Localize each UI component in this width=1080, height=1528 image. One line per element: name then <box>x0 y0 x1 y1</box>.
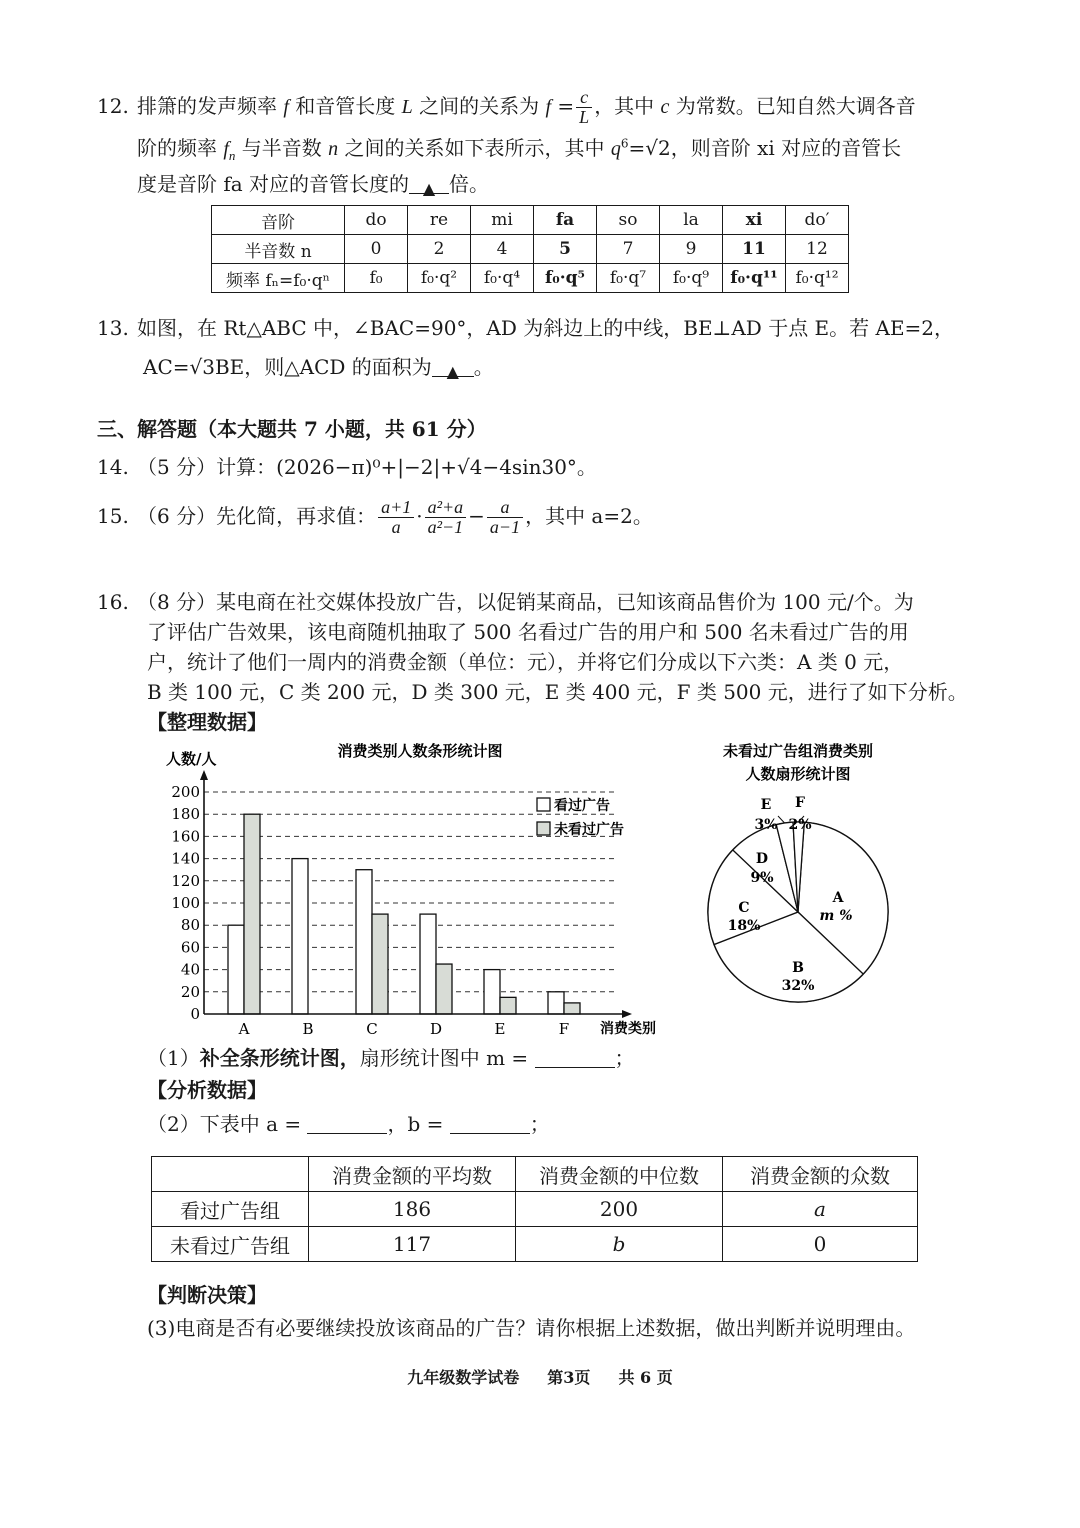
q16-sub2: （2）下表中 a = ，b = ； <box>147 1112 550 1136</box>
answer-blank-a[interactable] <box>307 1115 387 1134</box>
bar-seen-ad <box>228 925 244 1014</box>
q12-fraction: $\frac{c}{L}$ <box>576 88 592 127</box>
bar-not-seen-ad <box>372 914 388 1014</box>
table-row: 音阶 do re mi fa so la xi do′ <box>212 206 849 235</box>
y-tick-label: 200 <box>171 783 200 801</box>
q16-line2: 了评估广告效果，该电商随机抽取了 500 名看过广告的用户和 500 名未看过广告的用 <box>147 620 909 644</box>
table-row: 频率 fₙ=f₀·qⁿ f₀ f₀·q² f₀·q⁴ f₀·q⁵ f₀·q⁷ f₀·q⁹ f₀·q¹¹ f₀·q¹² <box>212 264 849 293</box>
q13-line1: 13. 如图，在 Rt△ABC 中，∠BAC=90°，AD 为斜边上的中线，BE⊥AD 于点 E。若 AE=2， <box>97 316 955 340</box>
bar-chart <box>160 740 680 1040</box>
bar-seen-ad <box>292 859 308 1014</box>
q15-fraction-2: $\frac{\text{a²+a}}{\text{a²−1}}$ <box>425 498 467 537</box>
bar-not-seen-ad <box>500 997 516 1014</box>
pie-category-label: F <box>795 795 805 811</box>
y-tick-label: 0 <box>190 1005 200 1023</box>
q12-line2: 阶的频率 $f_n$ 与半音数 n 之间的关系如下表所示，其中 $q^6=√2$，则音阶 xi 对应的音管长 <box>137 136 902 163</box>
legend-label: 未看过广告 <box>554 822 624 838</box>
pie-value-label: 3% <box>754 817 778 833</box>
q15-line: 15. （6 分）先化简，再求值： $\frac{a+1}{a}$ · $\frac{\text{a²+a}}{\text{a²−1}}$ − $\frac{a}{a-1}$ ，其中 a=2。 <box>97 497 653 537</box>
pie-chart-subtitle: 人数扇形统计图 <box>745 765 851 783</box>
bar-seen-ad <box>356 870 372 1014</box>
scale-frequency-table <box>211 205 849 293</box>
pie-category-label: D <box>755 851 769 867</box>
bar-chart-ylabel: 人数/人 <box>166 750 217 768</box>
section-heading: 三、解答题（本大题共 7 小题，共 61 分） <box>97 417 487 441</box>
page-footer: 九年级数学试卷 第3页 共 6 页 <box>407 1368 673 1387</box>
statistics-table <box>151 1156 918 1262</box>
legend-label: 看过广告 <box>554 798 610 814</box>
q12-line1: 12. 排箫的发声频率 f 和音管长度 L 之间的关系为 f = $\frac{c}{L}$ ，其中 c 为常数。已知自然大调各音 <box>97 87 916 127</box>
pie-value-label: 32% <box>781 978 815 994</box>
table-row: 半音数 n 0 2 4 5 7 9 11 12 <box>212 235 849 264</box>
q16-line3: 户，统计了他们一周内的消费金额（单位：元），并将它们分成以下六类：A 类 0 元， <box>147 650 904 674</box>
legend-swatch <box>537 798 550 811</box>
pie-value-label: m % <box>819 908 853 924</box>
pie-leader-line <box>778 816 785 823</box>
y-tick-label: 160 <box>171 827 200 846</box>
tag-organize-data: 【整理数据】 <box>147 710 267 734</box>
pie-category-label: A <box>832 890 844 906</box>
bar-chart-xlabel: 消费类别 <box>600 1021 656 1037</box>
y-tick-label: 80 <box>180 916 200 935</box>
bar-not-seen-ad <box>436 964 452 1014</box>
pie-category-label: B <box>792 960 804 976</box>
y-tick-label: 180 <box>171 805 200 824</box>
q16-line1: 16. （8 分）某电商在社交媒体投放广告，以促销某商品，已知该商品售价为 100 元/个。为 <box>97 590 914 614</box>
pie-value-label: 9% <box>750 870 774 886</box>
table-row: 未看过广告组 117 b 0 <box>152 1227 918 1262</box>
y-tick-label: 40 <box>180 960 200 979</box>
x-tick-label: B <box>302 1020 314 1038</box>
bar-seen-ad <box>548 992 564 1014</box>
q13-line2: AC=√3BE，则△ACD 的面积为 ▲ 。 <box>143 355 494 381</box>
pie-value-label: 2% <box>788 817 812 833</box>
bar-seen-ad <box>484 970 500 1014</box>
bar-not-seen-ad <box>564 1003 580 1014</box>
bar-seen-ad <box>420 914 436 1014</box>
q12-line3: 度是音阶 fa 对应的音管长度的 ▲ 倍。 <box>137 172 490 198</box>
bar-not-seen-ad <box>244 814 260 1014</box>
pie-chart-title: 未看过广告组消费类别 <box>722 742 874 760</box>
pie-category-label: E <box>760 797 772 813</box>
x-tick-label: E <box>494 1020 506 1038</box>
y-axis-arrow <box>200 770 208 780</box>
x-tick-label: F <box>558 1020 570 1038</box>
pie-chart <box>690 736 930 1026</box>
y-tick-label: 20 <box>180 982 200 1001</box>
answer-blank-m[interactable] <box>535 1049 615 1068</box>
table-row: 消费金额的平均数 消费金额的中位数 消费金额的众数 <box>152 1157 918 1192</box>
pie-value-label: 18% <box>727 918 761 934</box>
q15-fraction-1: $\frac{a+1}{a}$ <box>378 498 414 537</box>
tag-analyze-data: 【分析数据】 <box>147 1078 267 1102</box>
q15-fraction-3: $\frac{a}{a-1}$ <box>487 498 523 537</box>
legend-swatch <box>537 822 550 835</box>
x-tick-label: A <box>238 1020 250 1038</box>
x-axis-arrow <box>622 1010 632 1018</box>
y-tick-label: 60 <box>180 938 200 957</box>
bar-chart-title: 消费类别人数条形统计图 <box>337 742 503 760</box>
x-tick-label: C <box>366 1020 378 1038</box>
y-tick-label: 140 <box>171 849 200 868</box>
table-row: 看过广告组 186 200 a <box>152 1192 918 1227</box>
pie-category-label: C <box>738 900 750 916</box>
x-tick-label: D <box>429 1020 443 1038</box>
q16-line4: B 类 100 元，C 类 200 元，D 类 300 元，E 类 400 元，F 类 500 元，进行了如下分析。 <box>147 680 968 704</box>
y-tick-label: 120 <box>171 871 200 890</box>
q16-sub1: （1）补全条形统计图，扇形统计图中 m = ； <box>147 1046 635 1070</box>
y-tick-label: 100 <box>171 894 200 912</box>
q12-number: 12. <box>97 93 129 118</box>
q14-line: 14. （5 分）计算：(2026−π)⁰+|−2|+√4−4sin30°。 <box>97 455 597 479</box>
q16-sub3: (3)电商是否有必要继续投放该商品的广告？请你根据上述数据，做出判断并说明理由。 <box>147 1316 916 1340</box>
tag-decision: 【判断决策】 <box>147 1283 267 1307</box>
answer-blank-b[interactable] <box>450 1115 530 1134</box>
